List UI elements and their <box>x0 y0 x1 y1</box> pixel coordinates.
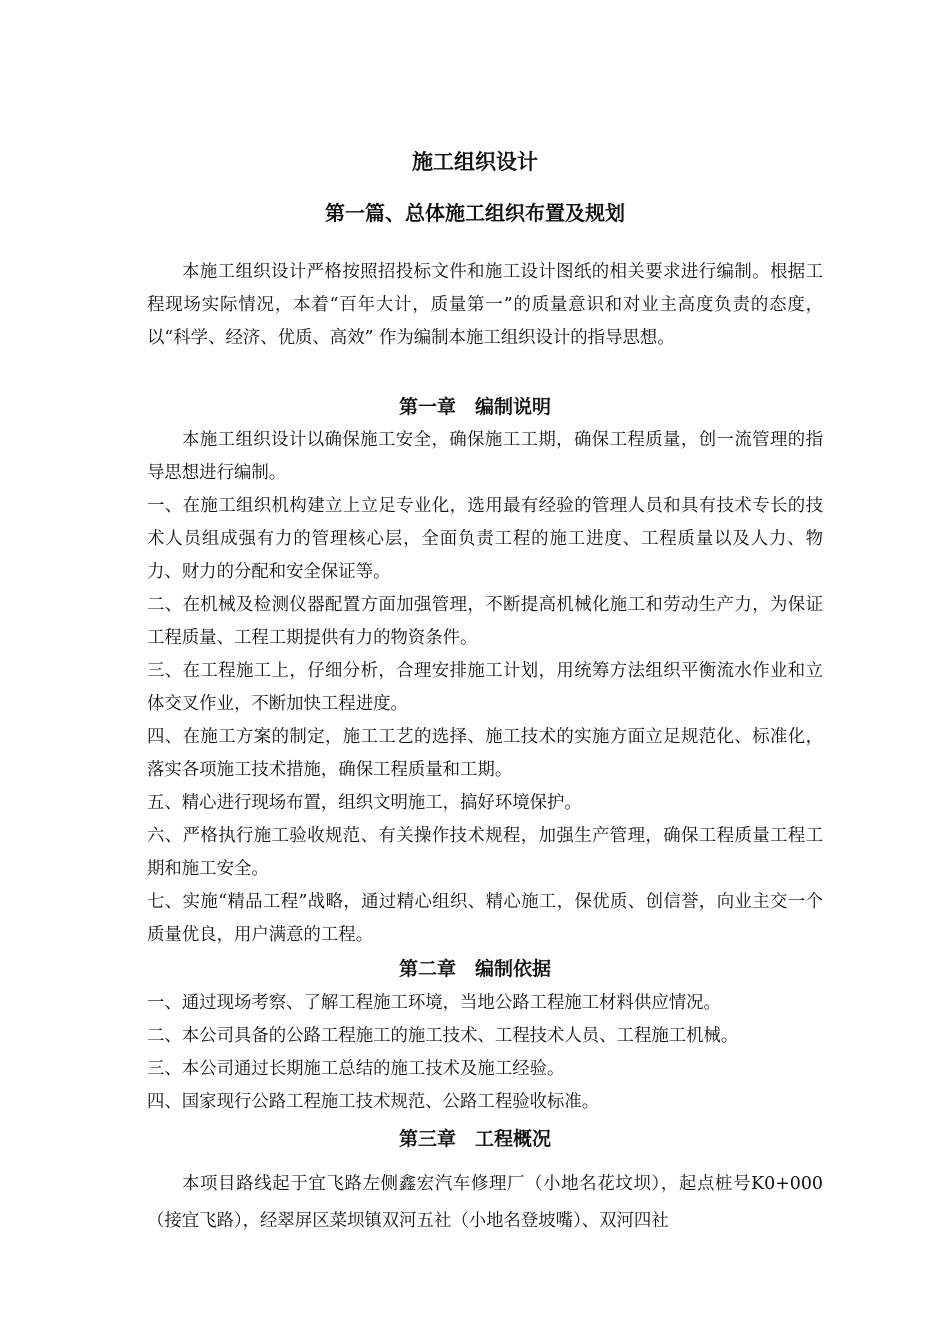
chapter-1-item: 七、实施“精品工程”战略，通过精心组织、精心施工，保优质、创信誉，向业主交一个质量优良，用户满意的工程。 <box>147 892 823 945</box>
chapter-1-item: 三、在工程施工上，仔细分析，合理安排施工计划，用统筹方法组织平衡流水作业和立体交叉作业，不断加快工程进度。 <box>147 661 823 714</box>
intro-paragraph: 本施工组织设计严格按照招投标文件和施工设计图纸的相关要求进行编制。根据工程现场实际情况，本着“百年大计，质量第一”的质量意识和对业主高度负责的态度，以“科学、经济、优质、高效” 作为编制本施工组织设计的指导思想。 <box>147 262 823 348</box>
document-title: 施工组织设计 <box>412 150 538 174</box>
chapter-3-paragraph: 本项目路线起于宜飞路左侧鑫宏汽车修理厂（小地名花坟坝），起点桩号K0+000（接宜飞路），经翠屏区菜坝镇双河五社（小地名登坡嘴）、双河四社 <box>147 1174 823 1231</box>
chapter-1-item: 六、严格执行施工验收规范、有关操作技术规程，加强生产管理，确保工程质量工程工期和施工安全。 <box>147 826 823 879</box>
chapter-1-lead: 本施工组织设计以确保施工安全，确保施工工期，确保工程质量，创一流管理的指导思想进行编制。 <box>147 430 823 483</box>
chapter-1-item: 一、在施工组织机构建立上立足专业化，选用最有经验的管理人员和具有技术专长的技术人员组成强有力的管理核心层，全面负责工程的施工进度、工程质量以及人力、物力、财力的分配和安全保证等。 <box>147 496 823 582</box>
chapter-2-item: 一、通过现场考察、了解工程施工环境，当地公路工程施工材料供应情况。 <box>147 993 721 1013</box>
chapter-2-item: 四、国家现行公路工程施工技术规范、公路工程验收标准。 <box>147 1092 600 1112</box>
chapter-1-heading: 第一章 编制说明 <box>398 396 551 418</box>
chapter-2-item: 二、本公司具备的公路工程施工的施工技术、工程技术人员、工程施工机械。 <box>147 1026 739 1046</box>
chapter-2-heading: 第二章 编制依据 <box>398 958 551 980</box>
chapter-1-item: 四、在施工方案的制定，施工工艺的选择、施工技术的实施方面立足规范化、标准化，落实各项施工技术措施，确保工程质量和工期。 <box>147 727 823 780</box>
chapter-2-item: 三、本公司通过长期施工总结的施工技术及施工经验。 <box>147 1059 565 1079</box>
chapter-1-item: 五、精心进行现场布置，组织文明施工，搞好环境保护。 <box>147 793 582 813</box>
chapter-3-heading: 第三章 工程概况 <box>398 1128 551 1150</box>
part-title: 第一篇、总体施工组织布置及规划 <box>325 201 625 225</box>
chapter-1-item: 二、在机械及检测仪器配置方面加强管理，不断提高机械化施工和劳动生产力，为保证工程质量、工程工期提供有力的物资条件。 <box>147 595 823 648</box>
